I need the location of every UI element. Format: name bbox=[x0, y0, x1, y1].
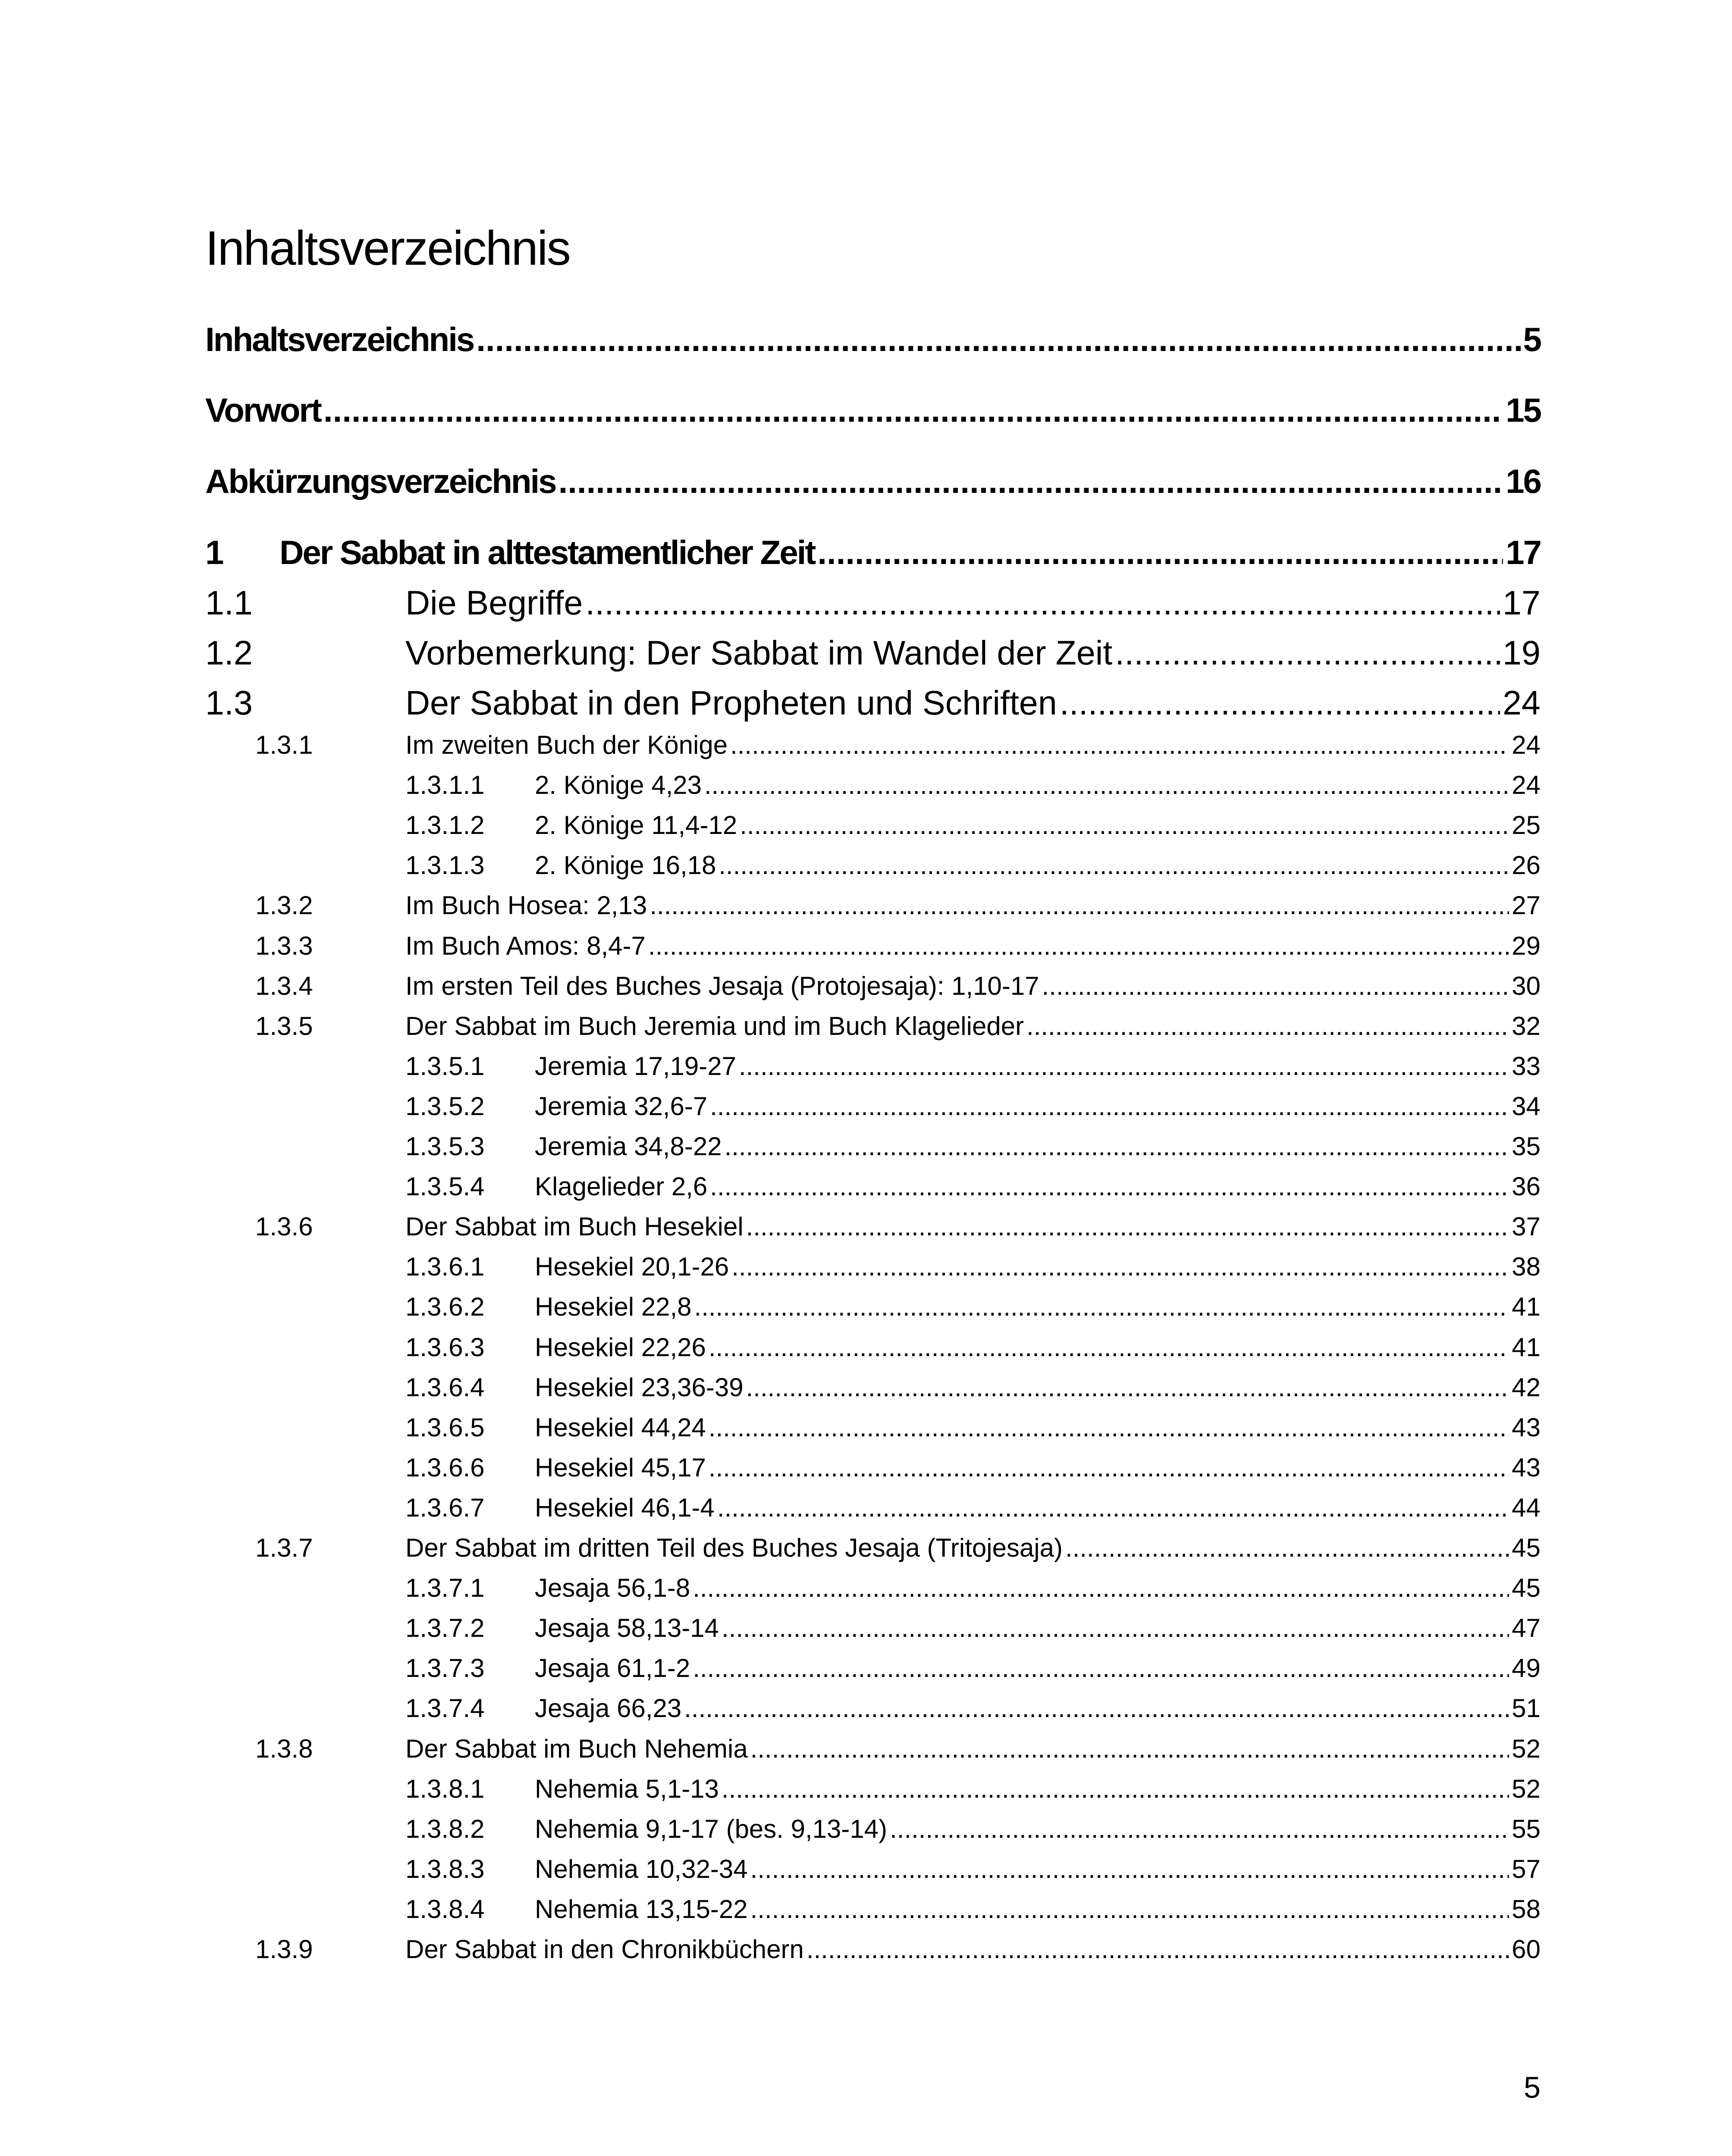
dot-leader bbox=[725, 1134, 1509, 1159]
toc-entry[interactable] bbox=[405, 1254, 1541, 1280]
toc-entry-page: 60 bbox=[1512, 1935, 1541, 1964]
toc-entry-title: Jeremia 34,8-22 bbox=[535, 1132, 722, 1161]
dot-leader bbox=[710, 1174, 1509, 1200]
toc-entry-number: 1.3.7.4 bbox=[405, 1694, 485, 1723]
toc-entry-title: Nehemia 9,1-17 (bes. 9,13-14) bbox=[535, 1814, 888, 1843]
toc-entry[interactable] bbox=[255, 893, 1541, 918]
toc-entry-page: 49 bbox=[1512, 1654, 1541, 1683]
toc-entry-page: 43 bbox=[1512, 1413, 1541, 1442]
toc-entry-title: Nehemia 10,32-34 bbox=[535, 1854, 748, 1883]
toc-entry-title: Hesekiel 45,17 bbox=[535, 1453, 706, 1482]
toc-entry[interactable] bbox=[405, 1856, 1541, 1882]
toc-entry-page: 58 bbox=[1512, 1894, 1541, 1924]
dot-leader bbox=[1026, 1013, 1509, 1039]
dot-leader bbox=[731, 1254, 1509, 1280]
toc-entry-title: Inhaltsverzeichnis bbox=[205, 320, 474, 358]
toc-entry[interactable] bbox=[255, 1535, 1541, 1561]
toc-entry-title: Hesekiel 22,26 bbox=[535, 1332, 706, 1362]
toc-entry-title: Der Sabbat im Buch Jeremia und im Buch Klagelieder bbox=[405, 1011, 1024, 1040]
toc-entry-number: 1.3.1.1 bbox=[405, 771, 485, 800]
toc-entry-page: 19 bbox=[1503, 633, 1541, 672]
toc-entry[interactable] bbox=[255, 732, 1541, 758]
toc-entry-title: Hesekiel 20,1-26 bbox=[535, 1252, 729, 1282]
toc-entry[interactable] bbox=[405, 1695, 1541, 1721]
toc-entry-title: Nehemia 5,1-13 bbox=[535, 1774, 719, 1803]
dot-leader bbox=[709, 1335, 1509, 1360]
toc-entry-number: 1.3.8.4 bbox=[405, 1894, 485, 1924]
dot-leader bbox=[704, 772, 1509, 798]
toc-entry-title: 2. Könige 11,4-12 bbox=[535, 811, 737, 840]
toc-entry[interactable] bbox=[405, 812, 1541, 838]
toc-entry-title: Jeremia 17,19-27 bbox=[535, 1051, 736, 1081]
dot-leader bbox=[719, 852, 1509, 878]
dot-leader bbox=[730, 732, 1509, 758]
toc-entry-title: Jesaja 56,1-8 bbox=[535, 1573, 690, 1603]
toc-entry-page: 43 bbox=[1512, 1453, 1541, 1482]
toc-entry-number: 1 bbox=[205, 533, 223, 571]
toc-entry[interactable] bbox=[255, 1736, 1541, 1762]
toc-entry[interactable] bbox=[405, 772, 1541, 798]
toc-entry-number: 1.3.1.3 bbox=[405, 851, 485, 880]
toc-entry-number: 1.3.4 bbox=[255, 971, 313, 1000]
dot-leader bbox=[717, 1495, 1509, 1521]
dot-leader bbox=[684, 1695, 1509, 1721]
toc-entry-title: Im ersten Teil des Buches Jesaja (Protojesaja): 1,10-17 bbox=[405, 971, 1039, 1000]
dot-leader bbox=[1065, 1535, 1509, 1561]
dot-leader bbox=[817, 536, 1503, 569]
toc-entry-number: 1.3.7.2 bbox=[405, 1614, 485, 1643]
toc-entry-number: 1.2 bbox=[205, 633, 253, 672]
dot-leader bbox=[709, 1455, 1509, 1481]
toc-entry-page: 37 bbox=[1512, 1212, 1541, 1241]
toc-entry[interactable] bbox=[255, 1214, 1541, 1240]
toc-entry-title: Hesekiel 46,1-4 bbox=[535, 1493, 715, 1522]
toc-entry-title: Nehemia 13,15-22 bbox=[535, 1894, 748, 1924]
toc-entry-number: 1.3.2 bbox=[255, 891, 313, 920]
toc-entry[interactable] bbox=[405, 1615, 1541, 1641]
toc-entry-number: 1.3.6.5 bbox=[405, 1413, 485, 1442]
dot-leader bbox=[890, 1816, 1509, 1842]
toc-entry-title: Abkürzungsverzeichnis bbox=[205, 462, 556, 500]
toc-entry-number: 1.3.6.4 bbox=[405, 1373, 485, 1402]
dot-leader bbox=[750, 1896, 1509, 1922]
toc-entry-page: 24 bbox=[1503, 683, 1541, 722]
dot-leader bbox=[559, 464, 1503, 498]
toc-entry[interactable] bbox=[405, 1174, 1541, 1200]
dot-leader bbox=[739, 1053, 1509, 1079]
toc-entry[interactable] bbox=[255, 1937, 1541, 1962]
toc-entry-number: 1.3.5.1 bbox=[405, 1051, 485, 1081]
toc-entry-number: 1.3.8 bbox=[255, 1734, 313, 1763]
toc-entry-title: Der Sabbat im Buch Hesekiel bbox=[405, 1212, 744, 1241]
toc-entry-title: Hesekiel 23,36-39 bbox=[535, 1373, 744, 1402]
toc-entry-page: 57 bbox=[1512, 1854, 1541, 1883]
toc-entry-number: 1.3.6.7 bbox=[405, 1493, 485, 1522]
toc-entry-page: 55 bbox=[1512, 1814, 1541, 1843]
toc-entry-page: 30 bbox=[1512, 971, 1541, 1000]
dot-leader bbox=[710, 1094, 1509, 1119]
toc-entry[interactable] bbox=[255, 1013, 1541, 1039]
toc-entry-title: Hesekiel 44,24 bbox=[535, 1413, 706, 1442]
toc-entry-title: Im zweiten Buch der Könige bbox=[405, 730, 728, 759]
toc-entry-number: 1.3 bbox=[205, 683, 253, 722]
toc-entry[interactable] bbox=[205, 464, 1541, 498]
toc-entry-number: 1.3.6.2 bbox=[405, 1292, 485, 1322]
toc-entry-title: Hesekiel 22,8 bbox=[535, 1292, 692, 1322]
dot-leader bbox=[750, 1736, 1509, 1762]
toc-entry-number: 1.3.6.3 bbox=[405, 1332, 485, 1362]
toc-entry[interactable] bbox=[205, 683, 1541, 722]
toc-entry-title: Der Sabbat in den Propheten und Schriften bbox=[405, 683, 1057, 722]
dot-leader bbox=[1115, 636, 1500, 670]
toc-entry-number: 1.3.5.2 bbox=[405, 1091, 485, 1121]
toc-entry-title: Klagelieder 2,6 bbox=[535, 1172, 708, 1201]
dot-leader bbox=[709, 1415, 1509, 1441]
toc-entry-title: Der Sabbat im Buch Nehemia bbox=[405, 1734, 748, 1763]
toc-entry[interactable] bbox=[405, 1053, 1541, 1079]
dot-leader bbox=[722, 1776, 1509, 1802]
toc-entry-page: 36 bbox=[1512, 1172, 1541, 1201]
toc-entry-page: 52 bbox=[1512, 1774, 1541, 1803]
toc-entry[interactable] bbox=[205, 633, 1541, 672]
toc-entry-page: 41 bbox=[1512, 1292, 1541, 1322]
dot-leader bbox=[650, 893, 1509, 918]
toc-entry-title: Im Buch Amos: 8,4-7 bbox=[405, 931, 646, 960]
toc-entry-page: 17 bbox=[1506, 533, 1541, 571]
dot-leader bbox=[746, 1214, 1509, 1240]
toc-entry-title: 2. Könige 4,23 bbox=[535, 771, 702, 800]
toc-entry-number: 1.3.5 bbox=[255, 1011, 313, 1040]
toc-entry[interactable] bbox=[405, 1294, 1541, 1320]
dot-leader bbox=[1060, 686, 1500, 720]
toc-entry-number: 1.3.1.2 bbox=[405, 811, 485, 840]
toc-entry-title: 2. Könige 16,18 bbox=[535, 851, 716, 880]
toc-entry-page: 45 bbox=[1512, 1573, 1541, 1603]
dot-leader bbox=[750, 1856, 1509, 1882]
toc-entry-number: 1.3.1 bbox=[255, 730, 313, 759]
toc-entry-title: Der Sabbat im dritten Teil des Buches Jesaja (Tritojesaja) bbox=[405, 1533, 1063, 1562]
dot-leader bbox=[693, 1575, 1509, 1601]
dot-leader bbox=[1042, 973, 1509, 999]
toc-entry-number: 1.3.6 bbox=[255, 1212, 313, 1241]
toc-entry-page: 25 bbox=[1512, 811, 1541, 840]
toc-entry-page: 5 bbox=[1523, 320, 1541, 358]
toc-entry-page: 24 bbox=[1512, 771, 1541, 800]
toc-entry[interactable] bbox=[405, 1776, 1541, 1802]
toc-entry-title: Vorbemerkung: Der Sabbat im Wandel der Zeit bbox=[405, 633, 1113, 672]
toc-entry[interactable] bbox=[405, 1455, 1541, 1481]
toc-entry-title: Der Sabbat in den Chronikbüchern bbox=[405, 1935, 804, 1964]
dot-leader bbox=[585, 586, 1500, 620]
toc-entry[interactable] bbox=[205, 533, 1541, 571]
toc-entry-page: 17 bbox=[1503, 583, 1541, 622]
toc-entry-number: 1.3.7.3 bbox=[405, 1654, 485, 1683]
toc-entry[interactable] bbox=[205, 583, 1541, 622]
toc-heading: Inhaltsverzeichnis bbox=[205, 221, 570, 275]
dot-leader bbox=[476, 323, 1520, 356]
toc-entry[interactable] bbox=[405, 1655, 1541, 1681]
toc-entry[interactable] bbox=[205, 393, 1541, 427]
toc-entry-title: Jesaja 58,13-14 bbox=[535, 1614, 719, 1643]
toc-entry-number: 1.3.5.3 bbox=[405, 1132, 485, 1161]
dot-leader bbox=[648, 933, 1509, 959]
toc-entry[interactable] bbox=[405, 852, 1541, 878]
toc-entry-number: 1.3.8.2 bbox=[405, 1814, 485, 1843]
toc-entry[interactable] bbox=[405, 1415, 1541, 1441]
toc-entry-page: 24 bbox=[1512, 730, 1541, 759]
dot-leader bbox=[746, 1375, 1509, 1401]
toc-entry[interactable] bbox=[405, 1896, 1541, 1922]
toc-entry-title: Jeremia 32,6-7 bbox=[535, 1091, 708, 1121]
toc-entry-page: 16 bbox=[1506, 462, 1541, 500]
toc-entry-page: 27 bbox=[1512, 891, 1541, 920]
toc-entry-number: 1.3.7 bbox=[255, 1533, 313, 1562]
toc-entry-number: 1.3.3 bbox=[255, 931, 313, 960]
dot-leader bbox=[722, 1615, 1509, 1641]
toc-entry-page: 33 bbox=[1512, 1051, 1541, 1081]
toc-entry[interactable] bbox=[405, 1816, 1541, 1842]
toc-entry-title: Die Begriffe bbox=[405, 583, 583, 622]
toc-entry-number: 1.1 bbox=[205, 583, 253, 622]
toc-entry-title: Jesaja 66,23 bbox=[535, 1694, 682, 1723]
dot-leader bbox=[693, 1655, 1509, 1681]
toc-entry-page: 29 bbox=[1512, 931, 1541, 960]
toc-entry-number: 1.3.6.1 bbox=[405, 1252, 485, 1282]
dot-leader bbox=[806, 1937, 1509, 1962]
toc-entry[interactable] bbox=[405, 1091, 1541, 1121]
toc-entry-title: Vorwort bbox=[205, 391, 321, 429]
toc-entry-page: 45 bbox=[1512, 1533, 1541, 1562]
toc-entry-page: 26 bbox=[1512, 851, 1541, 880]
toc-entry[interactable] bbox=[205, 320, 1541, 358]
toc-entry-number: 1.3.5.4 bbox=[405, 1172, 485, 1201]
toc-entry-page: 52 bbox=[1512, 1734, 1541, 1763]
dot-leader bbox=[694, 1294, 1509, 1320]
toc-entry-page: 41 bbox=[1512, 1332, 1541, 1362]
toc-entry-page: 34 bbox=[1512, 1091, 1541, 1121]
toc-entry-page: 42 bbox=[1512, 1373, 1541, 1402]
toc-entry-number: 1.3.6.6 bbox=[405, 1453, 485, 1482]
toc-entry-page: 38 bbox=[1512, 1252, 1541, 1282]
toc-entry[interactable] bbox=[405, 1134, 1541, 1159]
toc-entry-number: 1.3.9 bbox=[255, 1935, 313, 1964]
dot-leader bbox=[740, 812, 1509, 838]
toc-entry[interactable] bbox=[255, 973, 1541, 999]
toc-entry[interactable] bbox=[405, 1332, 1541, 1362]
toc-entry-page: 51 bbox=[1512, 1694, 1541, 1723]
page-number: 5 bbox=[1524, 2071, 1541, 2104]
toc-entry-title: Im Buch Hosea: 2,13 bbox=[405, 891, 647, 920]
toc-entry-page: 44 bbox=[1512, 1493, 1541, 1522]
toc-entry-number: 1.3.8.3 bbox=[405, 1854, 485, 1883]
toc-entry[interactable] bbox=[255, 933, 1541, 959]
toc-entry-page: 15 bbox=[1506, 391, 1541, 429]
toc-entry-title: Jesaja 61,1-2 bbox=[535, 1654, 690, 1683]
toc-entry-page: 47 bbox=[1512, 1614, 1541, 1643]
toc-entry[interactable] bbox=[405, 1575, 1541, 1601]
toc-entry[interactable] bbox=[405, 1495, 1541, 1521]
toc-entry-title: Der Sabbat in alttestamentlicher Zeit bbox=[279, 533, 815, 571]
toc-entry-number: 1.3.7.1 bbox=[405, 1573, 485, 1603]
toc-entry-page: 35 bbox=[1512, 1132, 1541, 1161]
toc-entry[interactable] bbox=[405, 1375, 1541, 1401]
dot-leader bbox=[323, 393, 1503, 427]
toc-entry-number: 1.3.8.1 bbox=[405, 1774, 485, 1803]
toc-entry-page: 32 bbox=[1512, 1011, 1541, 1040]
